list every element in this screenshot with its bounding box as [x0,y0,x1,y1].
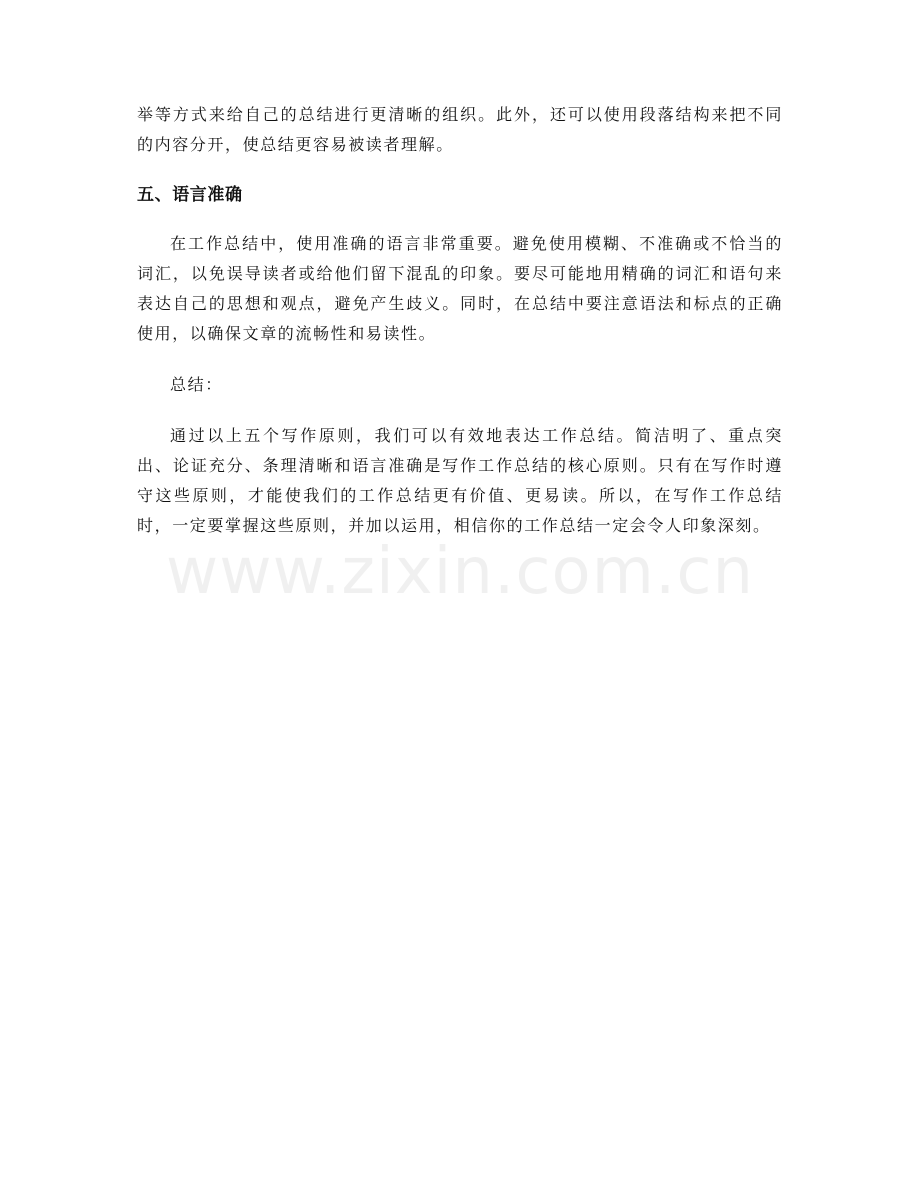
summary-paragraph: 通过以上五个写作原则，我们可以有效地表达工作总结。简洁明了、重点突出、论证充分、条理清晰和语言准确是写作工作总结的核心原则。只有在写作时遵守这些原则，才能使我们的工作总结更有价值、更易读。所以，在写作工作总结时，一定要掌握这些原则，并加以运用，相信你的工作总结一定会令人印象深刻。 [137,426,783,535]
intro-paragraph: 举等方式来给自己的总结进行更清晰的组织。此外，还可以使用段落结构来把不同的内容分开，使总结更容易被读者理解。 [137,105,783,154]
section-heading: 五、语言准确 [137,185,243,205]
section-paragraph: 在工作总结中，使用准确的语言非常重要。避免使用模糊、不准确或不恰当的词汇，以免误导读者或给他们留下混乱的印象。要尽可能地用精确的词汇和语句来表达自己的思想和观点，避免产生歧义。同时，在总结中要注意语法和标点的正确使用，以确保文章的流畅性和易读性。 [137,234,783,343]
summary-label: 总结： [170,375,223,394]
document-body [137,100,783,541]
watermark-text: www.zixin.com.cn [165,535,755,609]
